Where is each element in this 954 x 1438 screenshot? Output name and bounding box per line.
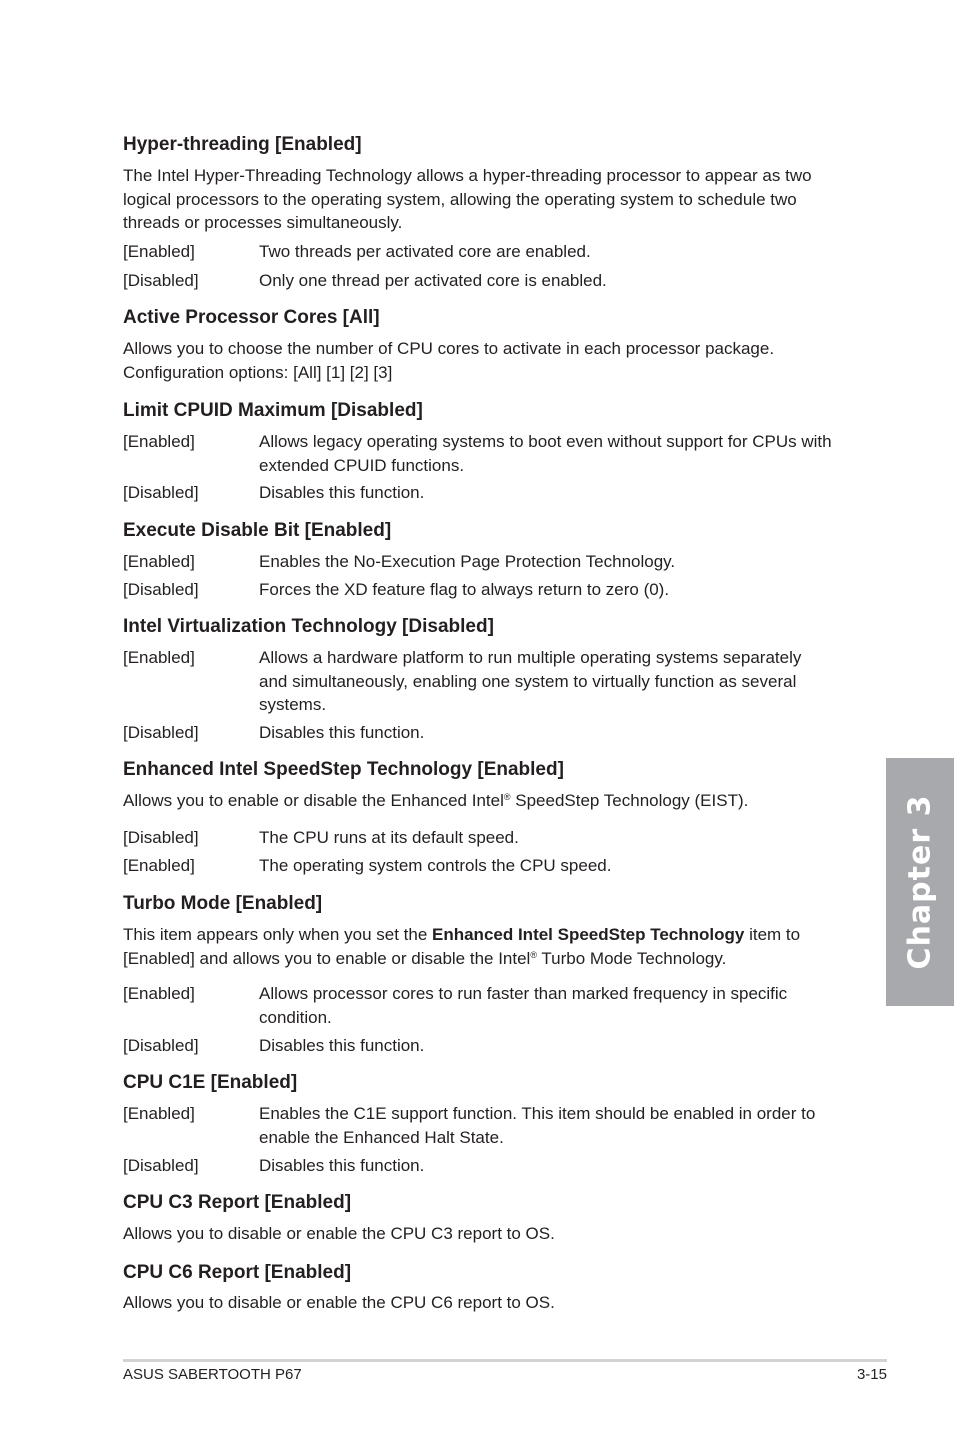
option-text: Allows legacy operating systems to boot even without support for CPUs with extended CPUID functions.	[259, 432, 832, 475]
section-title-active-processor-cores: Active Processor Cores [All]	[123, 307, 380, 328]
option-text: Enables the C1E support function. This item should be enabled in order to enable the Enhanced Halt State.	[259, 1104, 816, 1147]
registered-mark: ®	[503, 792, 511, 802]
option-text: Disables this function.	[259, 1156, 425, 1175]
section-title-enhanced-intel-speedstep: Enhanced Intel SpeedStep Technology [Enabled]	[123, 759, 564, 780]
section-description-hyper-threading: The Intel Hyper-Threading Technology allows a hyper-threading processor to appear as two logical processors to the operating system, allowing the operating system to schedule two threads or processes simultaneously.	[123, 166, 812, 232]
section-title-cpu-c6-report: CPU C6 Report [Enabled]	[123, 1262, 352, 1283]
option-text: The CPU runs at its default speed.	[259, 828, 519, 847]
option-key: [Disabled]	[123, 828, 199, 847]
section-title-hyper-threading: Hyper-threading [Enabled]	[123, 134, 362, 155]
option-key: [Enabled]	[123, 984, 195, 1003]
option-key: [Disabled]	[123, 483, 199, 502]
option-text: The operating system controls the CPU speed.	[259, 856, 612, 875]
section-title-cpu-c1e: CPU C1E [Enabled]	[123, 1072, 298, 1093]
option-key: [Disabled]	[123, 1036, 199, 1055]
description-text: Turbo Mode Technology.	[536, 948, 727, 968]
description-text: Allows you to enable or disable the Enhanced Intel	[123, 791, 504, 810]
option-key: [Enabled]	[123, 648, 195, 667]
section-title-intel-virtualization-technology: Intel Virtualization Technology [Disabled]	[123, 616, 494, 637]
description-text: SpeedStep Technology (EIST).	[510, 791, 749, 810]
section-title-turbo-mode: Turbo Mode [Enabled]	[123, 893, 323, 914]
option-key: [Disabled]	[123, 271, 199, 290]
option-text: Two threads per activated core are enabled.	[259, 242, 591, 261]
footer-product-name: ASUS SABERTOOTH P67	[123, 1366, 302, 1383]
description-line: Allows you to choose the number of CPU cores to activate in each processor package.	[123, 339, 775, 358]
section-description-cpu-c6-report: Allows you to disable or enable the CPU C6 report to OS.	[123, 1293, 555, 1312]
option-text: Enables the No-Execution Page Protection Technology.	[259, 552, 676, 571]
option-key: [Enabled]	[123, 242, 195, 261]
option-key: [Disabled]	[123, 580, 199, 599]
option-key: [Enabled]	[123, 856, 195, 875]
option-text: Allows a hardware platform to run multiple operating systems separately and simultaneously, enabling one system to virtually function as several systems.	[259, 648, 802, 714]
section-title-execute-disable-bit: Execute Disable Bit [Enabled]	[123, 520, 392, 541]
option-text: Allows processor cores to run faster than marked frequency in specific condition.	[259, 984, 788, 1027]
option-text: Disables this function.	[259, 723, 425, 742]
footer-divider	[123, 1359, 887, 1362]
option-key: [Disabled]	[123, 723, 199, 742]
option-key: [Disabled]	[123, 1156, 199, 1175]
chapter-tab-label: Chapter 3	[902, 794, 938, 970]
section-description-turbo-mode	[123, 923, 838, 970]
footer-page-number: 3-15	[856, 1366, 887, 1383]
option-text: Disables this function.	[259, 1036, 425, 1055]
section-title-cpu-c3-report: CPU C3 Report [Enabled]	[123, 1192, 352, 1213]
section-description-active-processor-cores	[123, 337, 838, 384]
option-text: Forces the XD feature flag to always return to zero (0).	[259, 580, 670, 599]
chapter-tab	[886, 758, 954, 1006]
option-text: Disables this function.	[259, 483, 425, 502]
description-text: item to [Enabled] and allows you to enable or disable the Intel	[123, 925, 801, 968]
registered-mark: ®	[530, 949, 537, 960]
option-text: Only one thread per activated core is enabled.	[259, 271, 607, 290]
section-title-limit-cpuid-maximum: Limit CPUID Maximum [Disabled]	[123, 400, 423, 421]
option-key: [Enabled]	[123, 432, 195, 451]
description-line: Configuration options: [All] [1] [2] [3]	[123, 362, 393, 382]
option-key: [Enabled]	[123, 552, 195, 571]
section-description-enhanced-intel-speedstep	[123, 789, 838, 813]
option-key: [Enabled]	[123, 1104, 195, 1123]
section-description-cpu-c3-report: Allows you to disable or enable the CPU C3 report to OS.	[123, 1224, 555, 1243]
description-emphasis: Enhanced Intel SpeedStep Technology	[432, 925, 745, 944]
description-text: This item appears only when you set the	[123, 925, 432, 944]
